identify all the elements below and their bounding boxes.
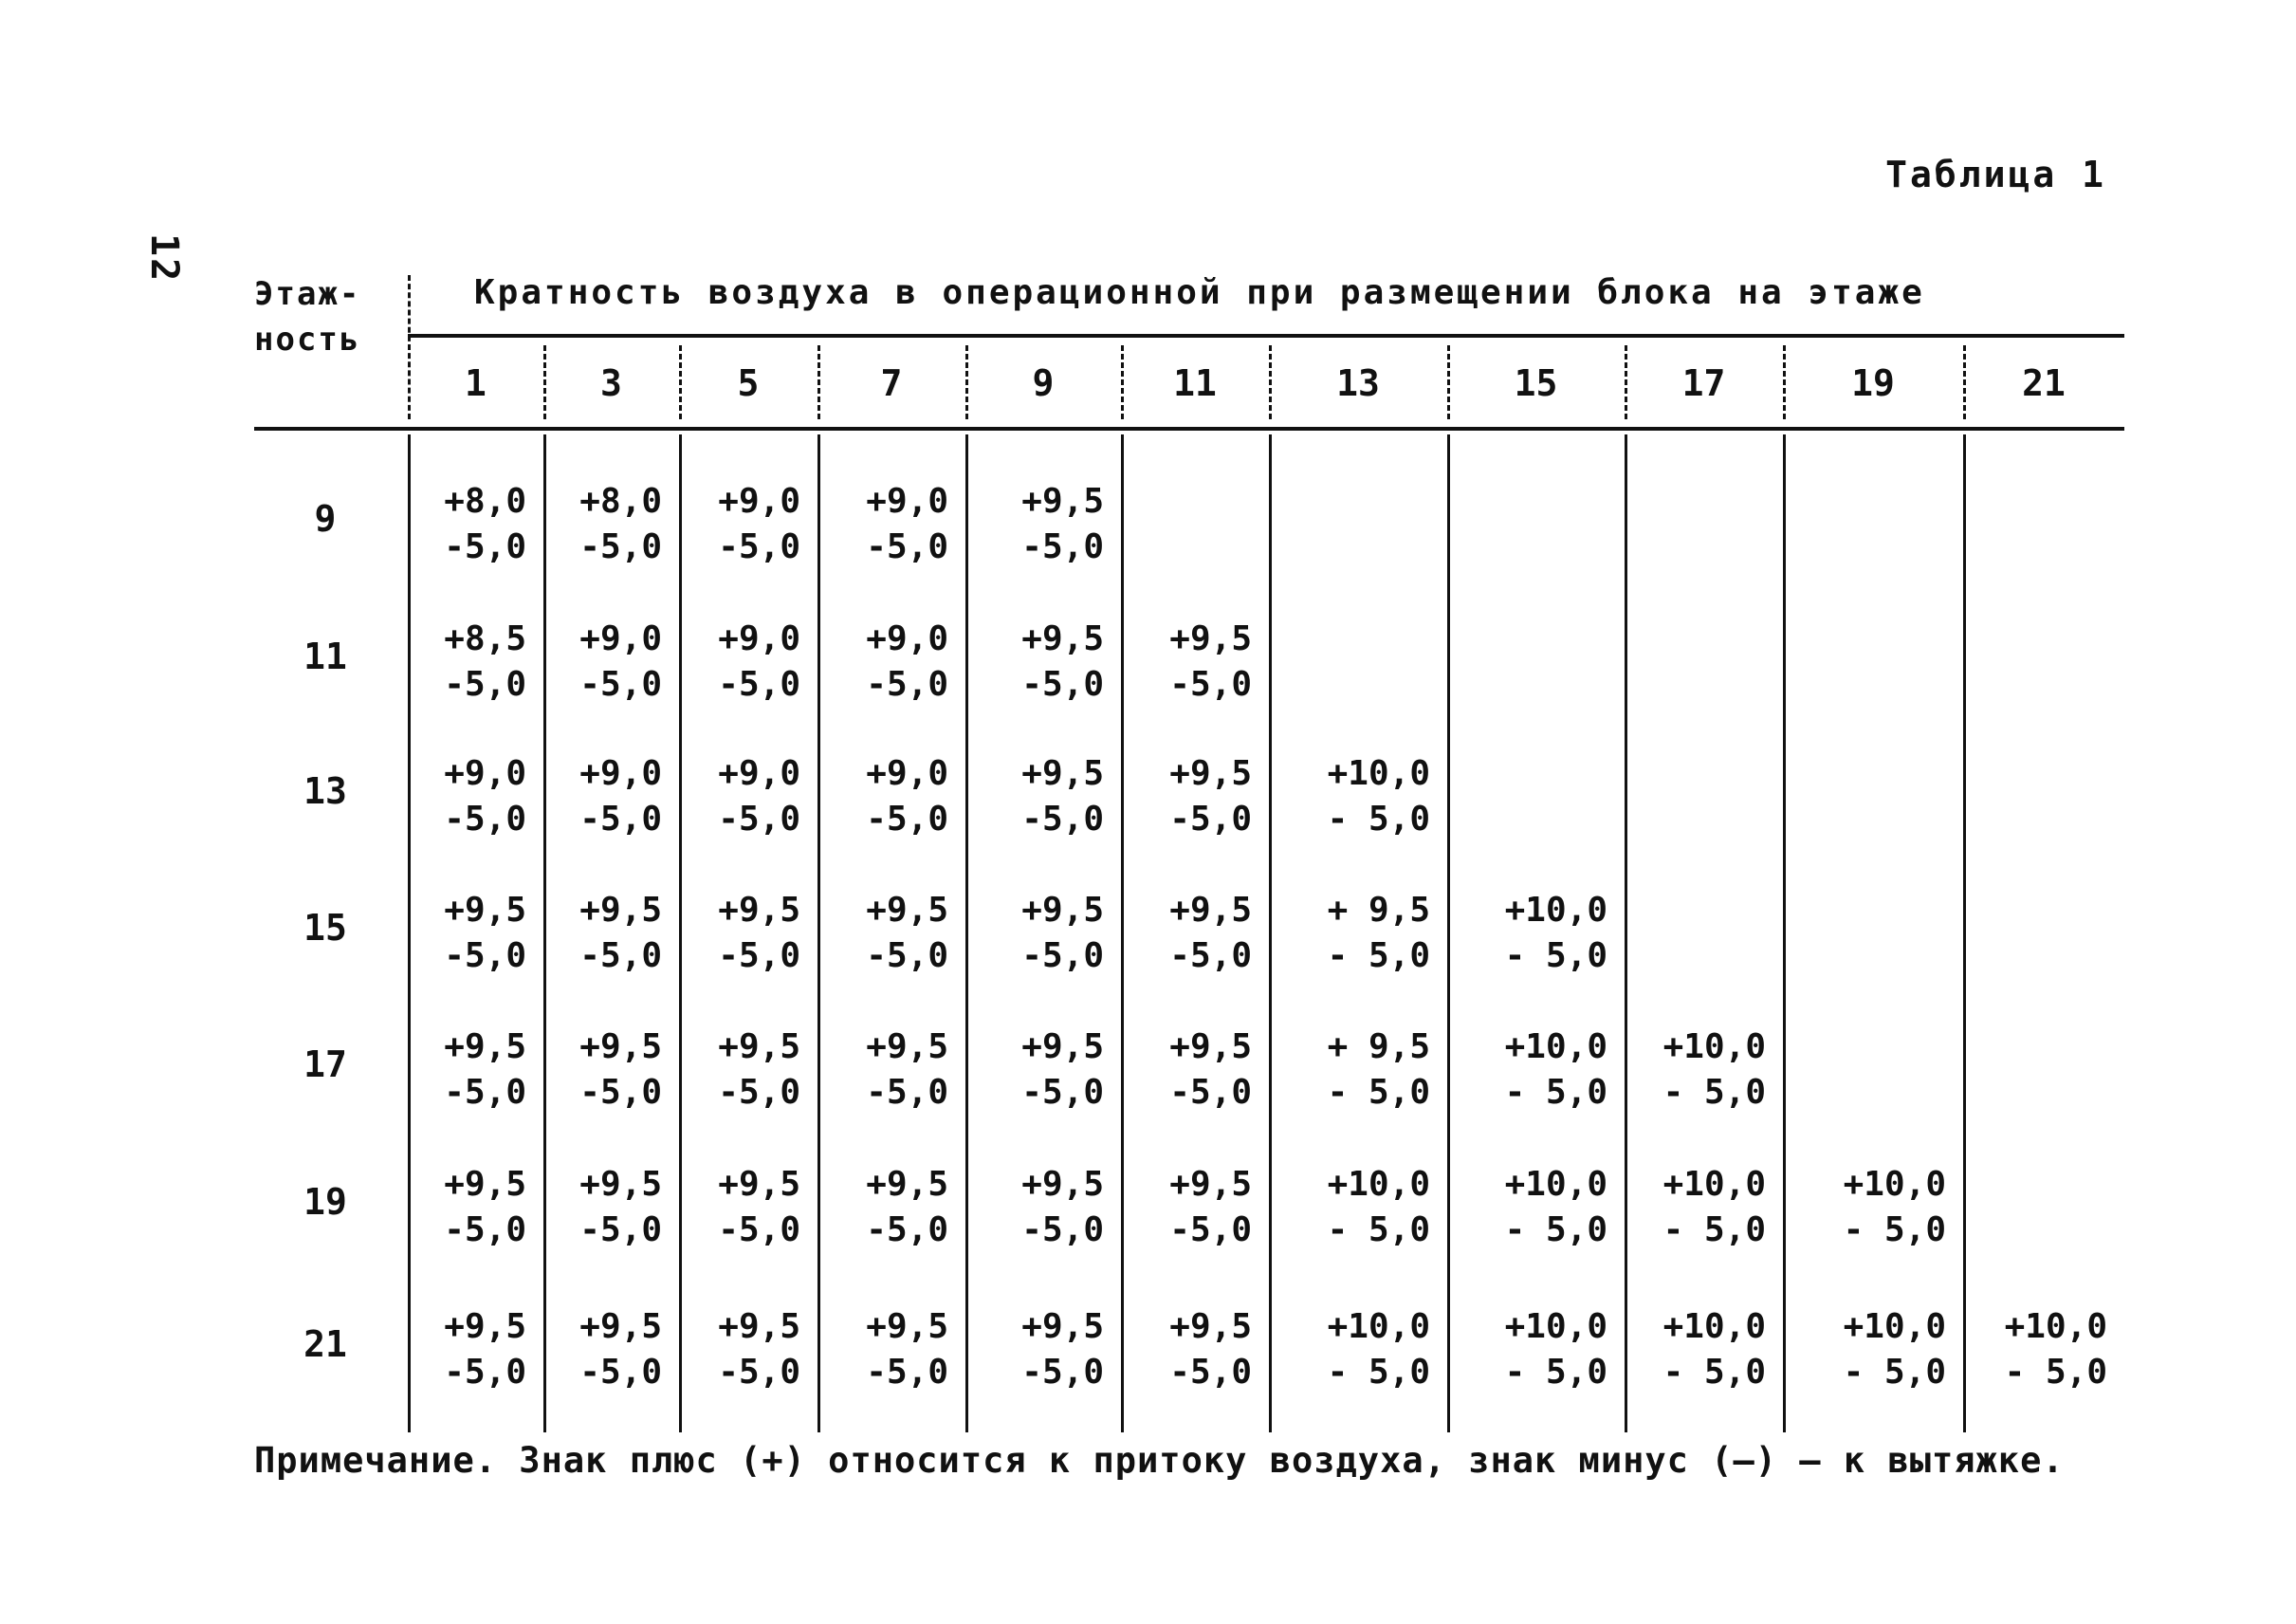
column-divider: [408, 434, 411, 1432]
table-cell: [549, 751, 662, 842]
table-cell: [1127, 888, 1252, 979]
supply-value: +9,5: [444, 1307, 526, 1346]
supply-value: +9,5: [1021, 482, 1104, 521]
exhaust-value: - 5,0: [1504, 1210, 1607, 1249]
supply-value: +9,5: [444, 1165, 526, 1204]
exhaust-value: -5,0: [444, 1210, 526, 1249]
table-cell: [971, 479, 1104, 570]
exhaust-value: - 5,0: [1504, 1073, 1607, 1112]
table-cell: [549, 479, 662, 570]
supply-value: +10,0: [2004, 1307, 2107, 1346]
supply-value: +9,5: [1169, 619, 1252, 658]
supply-value: +10,0: [1662, 1027, 1766, 1066]
exhaust-value: - 5,0: [1662, 1073, 1766, 1112]
row-floor-count: 19: [303, 1181, 347, 1223]
exhaust-value: -5,0: [718, 800, 800, 839]
table-cell: [685, 479, 800, 570]
supply-value: +10,0: [1504, 1027, 1607, 1066]
exhaust-value: -5,0: [718, 936, 800, 975]
supply-value: +9,5: [1021, 1307, 1104, 1346]
supply-value: +9,5: [718, 1027, 800, 1066]
exhaust-value: -5,0: [866, 527, 948, 566]
exhaust-value: - 5,0: [1327, 800, 1430, 839]
supply-value: +10,0: [1327, 1307, 1430, 1346]
supply-value: +9,0: [866, 619, 948, 658]
exhaust-value: -5,0: [1021, 800, 1104, 839]
table-cell: [1127, 751, 1252, 842]
supply-value: +9,5: [579, 1307, 662, 1346]
supply-value: +10,0: [1843, 1307, 1946, 1346]
exhaust-value: -5,0: [718, 665, 800, 704]
exhaust-value: -5,0: [718, 1353, 800, 1392]
column-group-title: Кратность воздуха в операционной при размещении блока на этаже: [474, 273, 1925, 312]
supply-value: +9,0: [444, 754, 526, 793]
supply-value: +9,5: [1169, 1027, 1252, 1066]
table-cell: [685, 617, 800, 708]
exhaust-value: -5,0: [866, 936, 948, 975]
table-cell: [823, 751, 948, 842]
table-cell: [971, 1024, 1104, 1116]
exhaust-value: -5,0: [444, 527, 526, 566]
supply-value: +10,0: [1504, 1307, 1607, 1346]
header-group-rule: [408, 334, 2124, 338]
table-cell: [413, 751, 526, 842]
exhaust-value: - 5,0: [1327, 1210, 1430, 1249]
row-floor-count: 21: [303, 1323, 347, 1365]
column-divider: [1269, 434, 1272, 1432]
exhaust-value: -5,0: [579, 1353, 662, 1392]
exhaust-value: -5,0: [866, 1353, 948, 1392]
supply-value: +10,0: [1662, 1165, 1766, 1204]
table-cell: [413, 479, 526, 570]
supply-value: +9,0: [866, 754, 948, 793]
column-divider: [679, 434, 682, 1432]
supply-value: +9,5: [1021, 891, 1104, 930]
exhaust-value: - 5,0: [1843, 1210, 1946, 1249]
exhaust-value: -5,0: [444, 1073, 526, 1112]
column-header: 5: [737, 362, 760, 404]
table-cell: [685, 751, 800, 842]
supply-value: +9,5: [718, 891, 800, 930]
column-divider: [817, 434, 820, 1432]
supply-value: + 9,5: [1327, 891, 1430, 930]
supply-value: +10,0: [1662, 1307, 1766, 1346]
column-header: 7: [880, 362, 903, 404]
table-cell: [413, 617, 526, 708]
supply-value: +9,0: [718, 482, 800, 521]
table-cell: [1453, 1304, 1607, 1395]
table-cell: [413, 1162, 526, 1253]
table-cell: [685, 1162, 800, 1253]
exhaust-value: -5,0: [579, 1210, 662, 1249]
supply-value: + 9,5: [1327, 1027, 1430, 1066]
exhaust-value: -5,0: [444, 665, 526, 704]
exhaust-value: -5,0: [866, 1210, 948, 1249]
table-cell: [549, 888, 662, 979]
column-header: 1: [465, 362, 487, 404]
table-cell: [971, 751, 1104, 842]
table-cell: [1630, 1162, 1766, 1253]
exhaust-value: -5,0: [1169, 1353, 1252, 1392]
supply-value: +9,5: [866, 1165, 948, 1204]
table-cell: [823, 888, 948, 979]
exhaust-value: - 5,0: [1327, 1353, 1430, 1392]
table-cell: [1275, 1162, 1430, 1253]
table-cell: [413, 888, 526, 979]
exhaust-value: -5,0: [1021, 665, 1104, 704]
table-cell: [685, 1024, 800, 1116]
exhaust-value: -5,0: [1169, 665, 1252, 704]
table-cell: [549, 617, 662, 708]
exhaust-value: -5,0: [1169, 1210, 1252, 1249]
column-divider: [1447, 434, 1450, 1432]
supply-value: +8,0: [579, 482, 662, 521]
table-cell: [1630, 1304, 1766, 1395]
supply-value: +9,5: [1169, 891, 1252, 930]
supply-value: +9,0: [579, 754, 662, 793]
row-floor-count: 11: [303, 636, 347, 677]
supply-value: +9,5: [579, 1027, 662, 1066]
table-cell: [823, 617, 948, 708]
table-cell: [823, 479, 948, 570]
exhaust-value: -5,0: [579, 665, 662, 704]
table-cell: [1630, 1024, 1766, 1116]
supply-value: +8,0: [444, 482, 526, 521]
supply-value: +10,0: [1504, 1165, 1607, 1204]
table-cell: [971, 617, 1104, 708]
exhaust-value: - 5,0: [1327, 936, 1430, 975]
exhaust-value: -5,0: [1169, 1073, 1252, 1112]
column-header: 19: [1851, 362, 1895, 404]
exhaust-value: -5,0: [1021, 936, 1104, 975]
column-header: 3: [600, 362, 622, 404]
supply-value: +10,0: [1843, 1165, 1946, 1204]
table-note: Примечание. Знак плюс (+) относится к притоку воздуха, знак минус (–) – к вытяжке.: [254, 1440, 2065, 1481]
table-cell: [1453, 1162, 1607, 1253]
table-caption: Таблица 1: [1885, 154, 2106, 195]
supply-value: +9,5: [579, 1165, 662, 1204]
supply-value: +10,0: [1327, 1165, 1430, 1204]
page-number: 12: [142, 233, 186, 284]
column-divider: [1783, 434, 1786, 1432]
supply-value: +9,5: [866, 1307, 948, 1346]
supply-value: +9,5: [1169, 1165, 1252, 1204]
exhaust-value: -5,0: [444, 1353, 526, 1392]
supply-value: +9,5: [1021, 754, 1104, 793]
table-cell: [685, 888, 800, 979]
exhaust-value: -5,0: [718, 527, 800, 566]
exhaust-value: -5,0: [579, 1073, 662, 1112]
table-cell: [1127, 1024, 1252, 1116]
exhaust-value: -5,0: [866, 665, 948, 704]
table-cell: [1127, 617, 1252, 708]
supply-value: +9,5: [444, 891, 526, 930]
column-header: 9: [1032, 362, 1055, 404]
table-cell: [971, 1304, 1104, 1395]
exhaust-value: - 5,0: [1662, 1210, 1766, 1249]
table-cell: [971, 1162, 1104, 1253]
row-floor-count: 15: [303, 907, 347, 949]
exhaust-value: -5,0: [866, 800, 948, 839]
table-cell: [823, 1304, 948, 1395]
exhaust-value: - 5,0: [1504, 1353, 1607, 1392]
exhaust-value: -5,0: [579, 800, 662, 839]
row-floor-count: 9: [314, 498, 337, 540]
supply-value: +9,0: [718, 754, 800, 793]
table-cell: [413, 1304, 526, 1395]
exhaust-value: -5,0: [1021, 1210, 1104, 1249]
supply-value: +8,5: [444, 619, 526, 658]
supply-value: +10,0: [1504, 891, 1607, 930]
supply-value: +9,5: [444, 1027, 526, 1066]
table-cell: [549, 1024, 662, 1116]
supply-value: +9,0: [866, 482, 948, 521]
exhaust-value: -5,0: [579, 936, 662, 975]
table-cell: [549, 1304, 662, 1395]
exhaust-value: - 5,0: [1327, 1073, 1430, 1112]
exhaust-value: -5,0: [1169, 936, 1252, 975]
exhaust-value: -5,0: [718, 1210, 800, 1249]
supply-value: +9,5: [579, 891, 662, 930]
table-cell: [1127, 1304, 1252, 1395]
table-cell: [971, 888, 1104, 979]
table-cell: [685, 1304, 800, 1395]
exhaust-value: -5,0: [1021, 1353, 1104, 1392]
table-cell: [1275, 1304, 1430, 1395]
column-divider: [543, 434, 546, 1432]
table-cell: [1789, 1162, 1946, 1253]
table-cell: [823, 1162, 948, 1253]
exhaust-value: -5,0: [1021, 527, 1104, 566]
supply-value: +9,5: [1021, 1027, 1104, 1066]
table-cell: [1275, 751, 1430, 842]
table-cell: [1275, 1024, 1430, 1116]
row-floor-count: 17: [303, 1043, 347, 1085]
column-header: 13: [1336, 362, 1380, 404]
column-divider: [1121, 434, 1124, 1432]
table-cell: [1789, 1304, 1946, 1395]
exhaust-value: - 5,0: [2004, 1353, 2107, 1392]
exhaust-value: - 5,0: [1843, 1353, 1946, 1392]
table-cell: [1275, 888, 1430, 979]
table-cell: [1969, 1304, 2107, 1395]
exhaust-value: - 5,0: [1504, 936, 1607, 975]
supply-value: +9,5: [1169, 754, 1252, 793]
supply-value: +9,5: [866, 1027, 948, 1066]
table-cell: [823, 1024, 948, 1116]
column-header: 21: [2022, 362, 2066, 404]
table-cell: [1127, 1162, 1252, 1253]
table-cell: [1453, 1024, 1607, 1116]
exhaust-value: -5,0: [866, 1073, 948, 1112]
column-divider: [1963, 434, 1966, 1432]
exhaust-value: -5,0: [444, 936, 526, 975]
column-divider: [1625, 434, 1627, 1432]
exhaust-value: -5,0: [718, 1073, 800, 1112]
table-cell: [1453, 888, 1607, 979]
supply-value: +9,5: [866, 891, 948, 930]
row-floor-count: 13: [303, 770, 347, 812]
exhaust-value: -5,0: [579, 527, 662, 566]
column-header: 11: [1173, 362, 1217, 404]
row-header-line-2: ность: [254, 321, 361, 359]
exhaust-value: -5,0: [1021, 1073, 1104, 1112]
supply-value: +9,5: [1169, 1307, 1252, 1346]
supply-value: +9,5: [718, 1307, 800, 1346]
supply-value: +9,0: [579, 619, 662, 658]
table-cell: [549, 1162, 662, 1253]
column-header: 15: [1514, 362, 1558, 404]
row-header-line-1: Этаж-: [254, 275, 361, 313]
supply-value: +9,5: [1021, 1165, 1104, 1204]
supply-value: +9,5: [1021, 619, 1104, 658]
column-header: 17: [1681, 362, 1726, 404]
supply-value: +9,5: [718, 1165, 800, 1204]
table-cell: [413, 1024, 526, 1116]
exhaust-value: - 5,0: [1662, 1353, 1766, 1392]
column-divider: [965, 434, 968, 1432]
exhaust-value: -5,0: [444, 800, 526, 839]
exhaust-value: -5,0: [1169, 800, 1252, 839]
header-bottom-rule: [254, 427, 2124, 431]
supply-value: +10,0: [1327, 754, 1430, 793]
supply-value: +9,0: [718, 619, 800, 658]
